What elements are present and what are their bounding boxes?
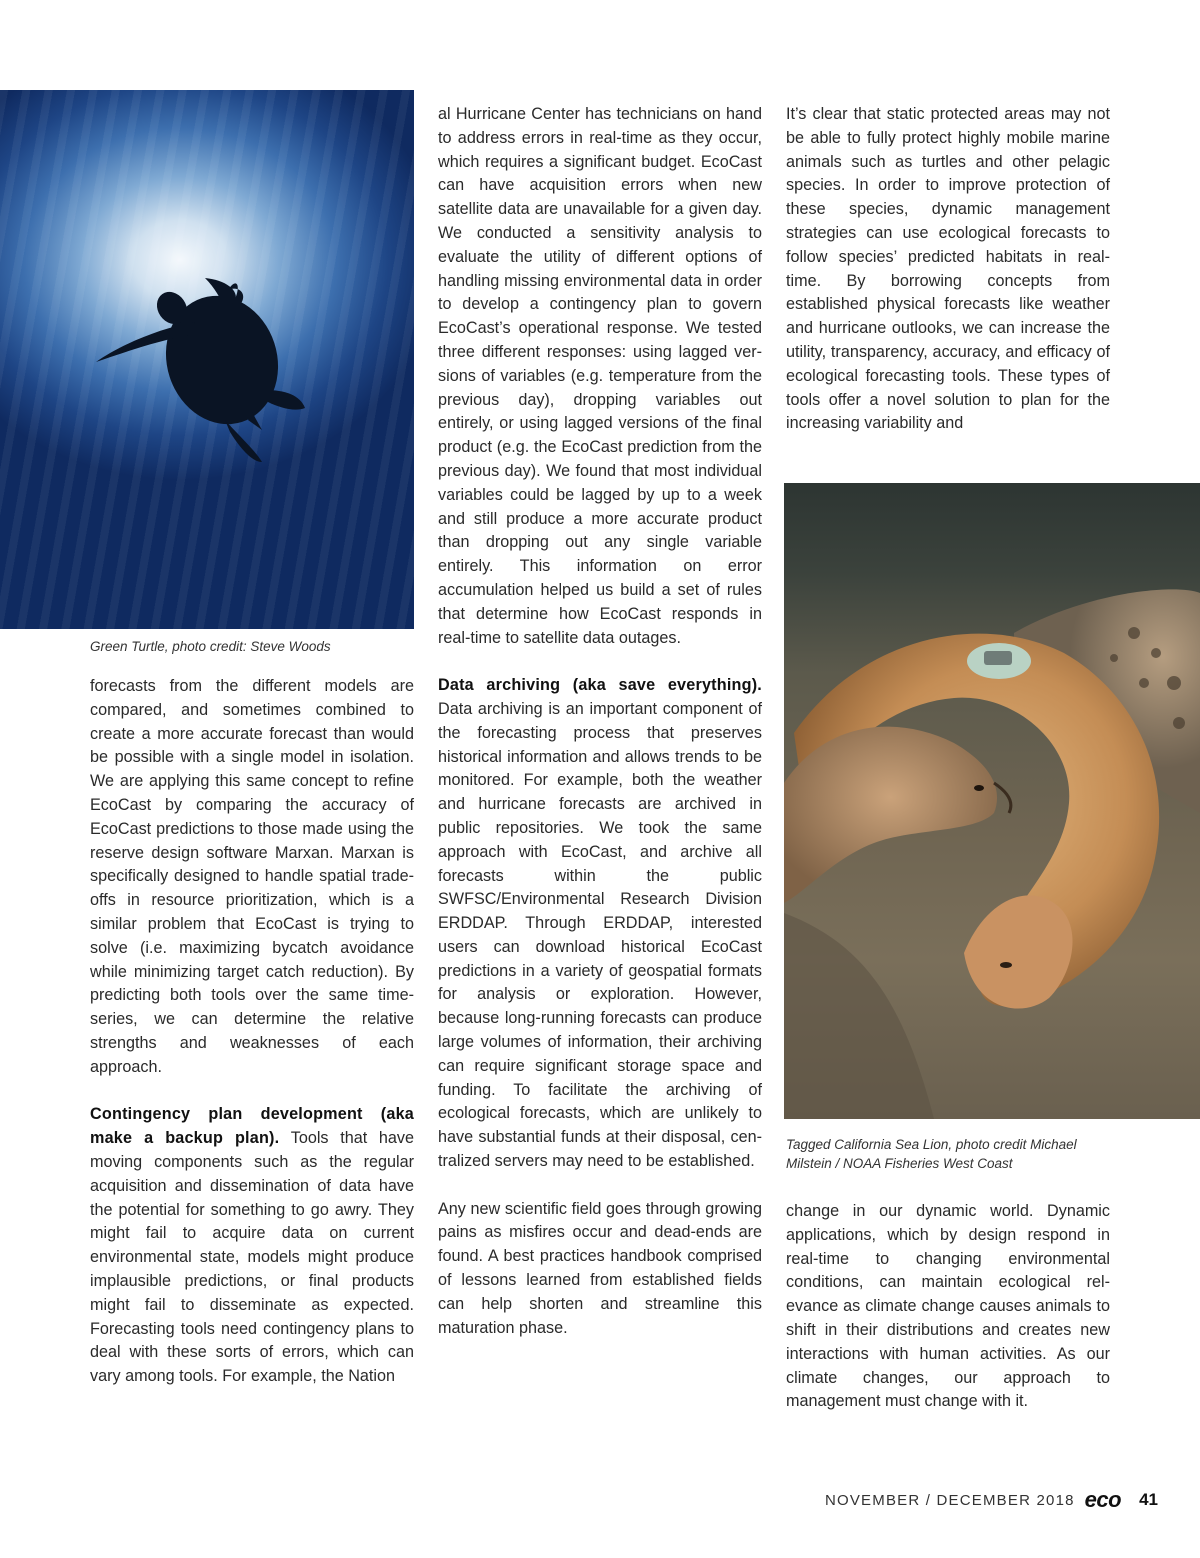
sea-lion-photo [784, 483, 1200, 1119]
paragraph-text: Data archiving is an important component of the forecasting process that preserves historical information and allows trends to be monitored. For example, both the weather and hurricane forecasts are archived in public repositories. We took the same approach with EcoCast, and archive all forecasts within the public SWFSC/Environmental Research Division ERDDAP. Through ERDDAP, interested users can download historical EcoCast predictions in a variety of geospatial formats for analysis or exploration. However, because long-running forecasts can produce large volumes of information, their archiving can require significant storage space and funding. To facilitate the archiving of ecological forecasts, which are unlikely to have substantial funds at their disposal, centralized servers may need to be established. [438, 699, 762, 1171]
sea-lion-illustration [784, 483, 1200, 1119]
right-text-column-bottom [786, 1200, 1110, 1414]
green-turtle-photo [0, 90, 414, 629]
magazine-logo: eco [1084, 1487, 1122, 1512]
paragraph: It’s clear that static protected areas may not be able to fully protect highly mobile marine animals such as turtles and other pelagic species. In order to improve protection of these species, dynamic management strategies can use ecological forecasts to follow species’ predicted habitats in real-time. By borrowing concepts from established physical forecasts like weather and hurricane outlooks, we can increase the utility, transparency, accuracy, and efficacy of ecological forecasting tools. These types of tools offer a novel solution to plan for the increasing variability and [786, 105, 1110, 433]
page-number: 41 [1139, 1490, 1158, 1509]
sea-lion-photo-caption: Tagged California Sea Lion, photo credit Michael Milstein / NOAA Fisheries West Coast [786, 1137, 1077, 1171]
paragraph-archiving [438, 674, 762, 1174]
issue-date: NOVEMBER / DECEMBER 2018 [824, 1491, 1075, 1509]
paragraph: change in our dynamic world. Dynamic applications, which by design respond in real-time to changing environmental conditions, can maintain ecological relevance as climate change causes animals to shift in their distributions and creates new interactions with human activities. As our climate changes, our approach to management must change with it. [786, 1202, 1110, 1411]
section-heading-contingency: Contingency plan development (aka make a backup plan). [90, 1105, 414, 1148]
paragraph: Any new scientific field goes through growing pains as misfires occur and dead-ends are found. A best practices handbook comprised of lessons learned from established fields can help shorten and streamline this maturation phase. [438, 1199, 762, 1337]
middle-text-column [438, 103, 762, 1340]
right-text-column-top [786, 103, 1110, 436]
page-footer [786, 1488, 1158, 1512]
section-heading-archiving: Data archiving (aka save everything). [438, 676, 762, 695]
turtle-photo-caption: Green Turtle, photo credit: Steve Woods [90, 639, 331, 654]
paragraph-contingency [90, 1103, 414, 1389]
paragraph-text: Tools that have moving components such as the regular acquisition and dissemination of data have the potential for something to go awry. They might fail to acquire data on current environmental state, models might produce implausible predictions, or final products might fail to disseminate as expected. Forecasting tools need contingency plans to deal with these sorts of errors, which can vary among tools. For example, the Nation [90, 1129, 415, 1386]
paragraph: al Hurricane Center has technicians on hand to address errors in real-time as they occur, which requires a significant budget. EcoCast can have acquisition errors when new satellite data are unavailable for a given day. We conducted a sensitivity analysis to evaluate the utility of different options of handling missing environmental data in order to develop a contingency plan to govern EcoCast’s operational response. We tested three different responses: using lagged versions of variables (e.g. temperature from the previous day), dropping variables out entirely, or using lagged versions of the final product (e.g. the EcoCast prediction from the previous day). We found that most individual variables could be lagged by up to a week and still produce a more accurate product than dropping out any single variable entirely. This information on error accumulation helped us build a set of rules that determine how EcoCast responds in real-time to satellite data outages. [438, 105, 762, 647]
paragraph: forecasts from the different models are compared, and sometimes combined to create a more accurate forecast than would be possible with a single model in isolation. We are applying this same concept to refine EcoCast by comparing the accuracy of EcoCast predictions to those made using the reserve design software Marxan. Marxan is specifically designed to handle spatial trade-offs in resource prioritization, which is a similar problem that EcoCast is trying to solve (i.e. maximizing bycatch avoidance while minimizing target catch reduction). By predicting both tools over the same time-series, we can determine the relative strengths and weaknesses of each approach. [90, 677, 414, 1076]
turtle-silhouette [0, 90, 414, 629]
left-text-column [90, 675, 414, 1389]
